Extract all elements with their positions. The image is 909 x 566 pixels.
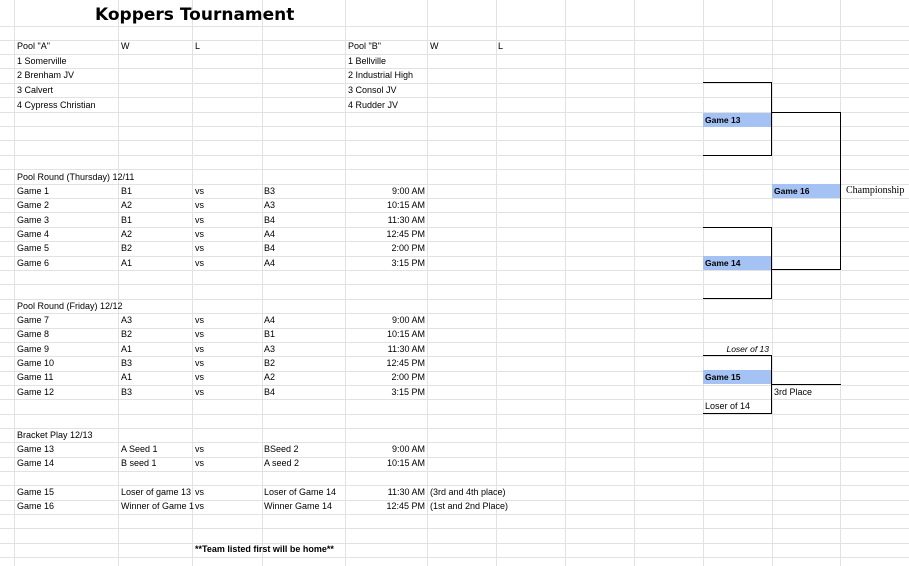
game-time[interactable]: 2:00 PM bbox=[391, 243, 425, 253]
game-label[interactable]: Game 10 bbox=[17, 358, 55, 368]
game-label[interactable]: Game 1 bbox=[17, 186, 50, 196]
bracket-line bbox=[703, 155, 772, 156]
game-label[interactable]: Game 9 bbox=[17, 344, 50, 354]
game-time[interactable]: 10:15 AM bbox=[386, 329, 425, 339]
bracket-game16[interactable]: Game 16 bbox=[774, 186, 810, 196]
bracket-play-heading[interactable]: Bracket Play 12/13 bbox=[17, 430, 93, 440]
home-team[interactable]: A3 bbox=[121, 315, 133, 325]
home-team[interactable]: A Seed 1 bbox=[121, 444, 158, 454]
game-time[interactable]: 9:00 AM bbox=[391, 186, 425, 196]
pool-a-team[interactable]: 3 Calvert bbox=[17, 85, 54, 95]
game-time[interactable]: 3:15 PM bbox=[391, 258, 425, 268]
home-team-footnote[interactable]: **Team listed first will be home** bbox=[195, 544, 334, 554]
home-team[interactable]: A2 bbox=[121, 200, 133, 210]
column-gridline bbox=[703, 0, 704, 566]
home-team[interactable]: B3 bbox=[121, 358, 133, 368]
bracket-line bbox=[771, 227, 772, 299]
sheet-title: Koppers Tournament bbox=[95, 5, 295, 25]
away-team[interactable]: B1 bbox=[264, 329, 276, 339]
game-note[interactable]: (1st and 2nd Place) bbox=[430, 501, 509, 511]
bracket-line bbox=[703, 82, 772, 83]
vs-label[interactable]: vs bbox=[195, 372, 204, 382]
game-label[interactable]: Game 8 bbox=[17, 329, 50, 339]
bracket-game15[interactable]: Game 15 bbox=[705, 372, 741, 382]
vs-label[interactable]: vs bbox=[195, 501, 204, 511]
game-time[interactable]: 9:00 AM bbox=[391, 315, 425, 325]
game-label[interactable]: Game 5 bbox=[17, 243, 50, 253]
bracket-game14[interactable]: Game 14 bbox=[705, 258, 741, 268]
game-time[interactable]: 12:45 PM bbox=[386, 229, 425, 239]
pool-b-l-header[interactable]: L bbox=[498, 41, 504, 51]
vs-label[interactable]: vs bbox=[195, 186, 204, 196]
game-label[interactable]: Game 15 bbox=[17, 487, 55, 497]
home-team[interactable]: B1 bbox=[121, 186, 133, 196]
away-team[interactable]: B4 bbox=[264, 243, 276, 253]
away-team[interactable]: Winner Game 14 bbox=[264, 501, 333, 511]
game-time[interactable]: 9:00 AM bbox=[391, 444, 425, 454]
away-team[interactable]: B3 bbox=[264, 186, 276, 196]
away-team[interactable]: A4 bbox=[264, 229, 276, 239]
pool-a-header[interactable]: Pool "A" bbox=[17, 41, 50, 51]
pool-a-team[interactable]: 1 Somerville bbox=[17, 56, 67, 66]
column-gridline bbox=[840, 0, 841, 566]
column-gridline bbox=[192, 0, 193, 566]
column-gridline bbox=[345, 0, 346, 566]
bracket-line bbox=[703, 227, 772, 228]
bracket-line bbox=[703, 355, 772, 356]
bracket-game13[interactable]: Game 13 bbox=[705, 115, 741, 125]
away-team[interactable]: A4 bbox=[264, 315, 276, 325]
column-gridline bbox=[565, 0, 566, 566]
away-team[interactable]: A4 bbox=[264, 258, 276, 268]
away-team[interactable]: BSeed 2 bbox=[264, 444, 299, 454]
away-team[interactable]: A3 bbox=[264, 200, 276, 210]
away-team[interactable]: B2 bbox=[264, 358, 276, 368]
vs-label[interactable]: vs bbox=[195, 358, 204, 368]
bracket-loser14[interactable]: Loser of 14 bbox=[705, 401, 751, 411]
pool-b-header[interactable]: Pool "B" bbox=[348, 41, 381, 51]
column-gridline bbox=[14, 0, 15, 566]
pool-b-team[interactable]: 1 Bellville bbox=[348, 56, 387, 66]
game-label[interactable]: Game 13 bbox=[17, 444, 55, 454]
game-time[interactable]: 10:15 AM bbox=[386, 200, 425, 210]
game-time[interactable]: 3:15 PM bbox=[391, 387, 425, 397]
vs-label[interactable]: vs bbox=[195, 215, 204, 225]
home-team[interactable]: B3 bbox=[121, 387, 133, 397]
column-gridline bbox=[118, 0, 119, 566]
game-time[interactable]: 12:45 PM bbox=[386, 358, 425, 368]
game-label[interactable]: Game 7 bbox=[17, 315, 50, 325]
home-team[interactable]: Winner of Game 1 bbox=[121, 501, 195, 511]
game-label[interactable]: Game 11 bbox=[17, 372, 54, 382]
vs-label[interactable]: vs bbox=[195, 387, 204, 397]
bracket-line bbox=[840, 112, 841, 269]
bracket-line bbox=[772, 269, 841, 270]
column-gridline bbox=[634, 0, 635, 566]
bracket-loser13[interactable]: Loser of 13 bbox=[726, 344, 769, 354]
bracket-line bbox=[772, 112, 841, 113]
home-team[interactable]: B1 bbox=[121, 215, 133, 225]
game-label[interactable]: Game 16 bbox=[17, 501, 55, 511]
pool-b-w-header[interactable]: W bbox=[430, 41, 439, 51]
vs-label[interactable]: vs bbox=[195, 487, 204, 497]
away-team[interactable]: A seed 2 bbox=[264, 458, 300, 468]
home-team[interactable]: A1 bbox=[121, 372, 133, 382]
column-gridline bbox=[427, 0, 428, 566]
game-time[interactable]: 2:00 PM bbox=[391, 372, 425, 382]
vs-label[interactable]: vs bbox=[195, 229, 204, 239]
home-team[interactable]: B2 bbox=[121, 329, 133, 339]
away-team[interactable]: Loser of Game 14 bbox=[264, 487, 337, 497]
home-team[interactable]: Loser of game 13 bbox=[121, 487, 192, 497]
game-label[interactable]: Game 2 bbox=[17, 200, 50, 210]
bracket-line bbox=[703, 298, 772, 299]
game-label[interactable]: Game 4 bbox=[17, 229, 50, 239]
home-team[interactable]: B2 bbox=[121, 243, 133, 253]
away-team[interactable]: B4 bbox=[264, 387, 276, 397]
home-team[interactable]: A2 bbox=[121, 229, 133, 239]
game-time[interactable]: 11:30 AM bbox=[387, 215, 425, 225]
game-label[interactable]: Game 14 bbox=[17, 458, 55, 468]
vs-label[interactable]: vs bbox=[195, 258, 204, 268]
bracket-line bbox=[772, 384, 841, 385]
bracket-line bbox=[771, 82, 772, 155]
column-gridline bbox=[262, 0, 263, 566]
vs-label[interactable]: vs bbox=[195, 315, 204, 325]
game-time[interactable]: 11:30 AM bbox=[387, 344, 425, 354]
column-gridline bbox=[772, 0, 773, 566]
pool-a-w-header[interactable]: W bbox=[121, 41, 130, 51]
vs-label[interactable]: vs bbox=[195, 344, 204, 354]
pool-b-team[interactable]: 3 Consol JV bbox=[348, 85, 397, 95]
bracket-third-place[interactable]: 3rd Place bbox=[774, 387, 813, 397]
pool-b-team[interactable]: 4 Rudder JV bbox=[348, 100, 399, 110]
away-team[interactable]: A2 bbox=[264, 372, 276, 382]
vs-label[interactable]: vs bbox=[195, 458, 204, 468]
pool-a-team[interactable]: 4 Cypress Christian bbox=[17, 100, 96, 110]
away-team[interactable]: A3 bbox=[264, 344, 276, 354]
game-label[interactable]: Game 3 bbox=[17, 215, 50, 225]
bracket-line bbox=[703, 413, 772, 414]
pool-b-team[interactable]: 2 Industrial High bbox=[348, 70, 414, 80]
home-team[interactable]: A1 bbox=[121, 258, 133, 268]
column-gridline bbox=[496, 0, 497, 566]
thursday-heading[interactable]: Pool Round (Thursday) 12/11 bbox=[17, 172, 135, 182]
away-team[interactable]: B4 bbox=[264, 215, 276, 225]
pool-a-l-header[interactable]: L bbox=[195, 41, 201, 51]
vs-label[interactable]: vs bbox=[195, 200, 204, 210]
bracket-championship[interactable]: Championship bbox=[846, 185, 905, 196]
game-note[interactable]: (3rd and 4th place) bbox=[430, 487, 506, 497]
friday-heading[interactable]: Pool Round (Friday) 12/12 bbox=[17, 301, 123, 311]
vs-label[interactable]: vs bbox=[195, 243, 204, 253]
game-time[interactable]: 11:30 AM bbox=[387, 487, 425, 497]
pool-a-team[interactable]: 2 Brenham JV bbox=[17, 70, 75, 80]
home-team[interactable]: B seed 1 bbox=[121, 458, 157, 468]
game-time[interactable]: 12:45 PM bbox=[386, 501, 425, 511]
vs-label[interactable]: vs bbox=[195, 329, 204, 339]
game-label[interactable]: Game 12 bbox=[17, 387, 55, 397]
home-team[interactable]: A1 bbox=[121, 344, 133, 354]
game-label[interactable]: Game 6 bbox=[17, 258, 50, 268]
vs-label[interactable]: vs bbox=[195, 444, 204, 454]
game-time[interactable]: 10:15 AM bbox=[386, 458, 425, 468]
